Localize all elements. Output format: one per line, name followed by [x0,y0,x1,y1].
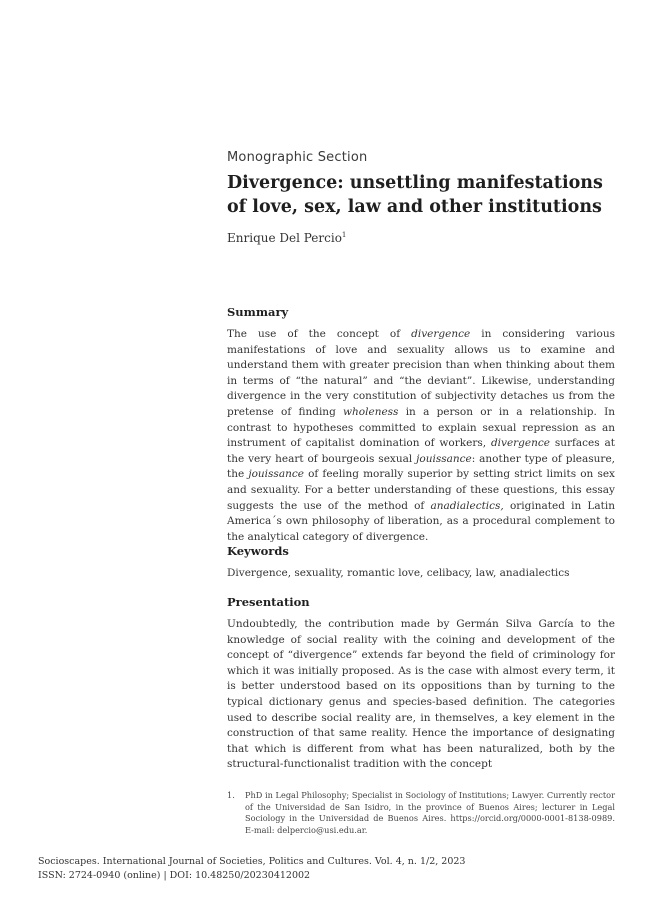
footnote [227,790,615,836]
presentation-text: Undoubtedly, the contribution made by Germán Silva García to the knowledge of social reality with the coining and development of the concept of “divergence” extends far beyond the field of criminology for which it was initially proposed. As is the case with almost every term, it is better understood based on its oppositions than by turning to the typical dictionary genus and species-based definition. The categories used to describe social reality are, in themselves, a key element in the construction of that same reality. Hence the importance of designating that which is different from what has been naturalized, both by the structural-functionalist tradition with the concept [227,618,615,771]
summary-heading: Summary [227,305,289,319]
author-name: Enrique Del Percio [227,231,342,245]
summary-section [227,305,615,545]
journal-issn-doi: ISSN: 2724-0940 (online) | DOI: 10.48250/20230412002 [38,870,311,881]
footnote-text: PhD in Legal Philosophy; Specialist in Sociology of Institutions; Lawyer. Currently rector of the Universidad de San Isidro, in the province of Buenos Aires; lecturer in Legal Sociology in the Universidad de Buenos Aires. https://orcid.org/0000-0001-8138-0989. E-mail: delpercio@usi.edu.ar. [245,790,615,835]
article-title: Divergence: unsettling manifestations of love, sex, law and other institutions [227,173,603,217]
summary-text: The use of the concept of divergence in considering various manifestations of love and sexuality allows us to examine and understand them with greater precision than when thinking about them in terms of “the natural” and “the deviant”. Likewise, understanding divergence in the very constitution of subjectivity detaches us from the pretense of finding wholeness in a person or in a relationship. In contrast to hypotheses committed to explain sexual repression as an instrument of capitalist domination of workers, divergence surfaces at the very heart of bourgeois sexual jouissance: another type of pleasure, the jouissance of feeling morally superior by setting strict limits on sex and sexuality. For a better understanding of these questions, this essay suggests the use of the method of anadialectics, originated in Latin America´s own philosophy of liberation, as a procedural complement to the analytical category of divergence. [227,328,615,543]
author-footnote-marker[interactable]: 1 [341,231,347,239]
section-label: Monographic Section [227,150,368,165]
journal-info [38,855,465,883]
keywords-section [227,544,615,582]
presentation-section [227,595,615,773]
author-line [227,231,346,245]
presentation-heading: Presentation [227,595,310,609]
footnote-number: 1. [227,790,235,800]
keywords-text: Divergence, sexuality, romantic love, celibacy, law, anadialectics [227,567,570,579]
journal-citation: Socioscapes. International Journal of Societies, Politics and Cultures. Vol. 4, n. 1/2, 2023 [38,856,466,867]
keywords-heading: Keywords [227,544,289,558]
